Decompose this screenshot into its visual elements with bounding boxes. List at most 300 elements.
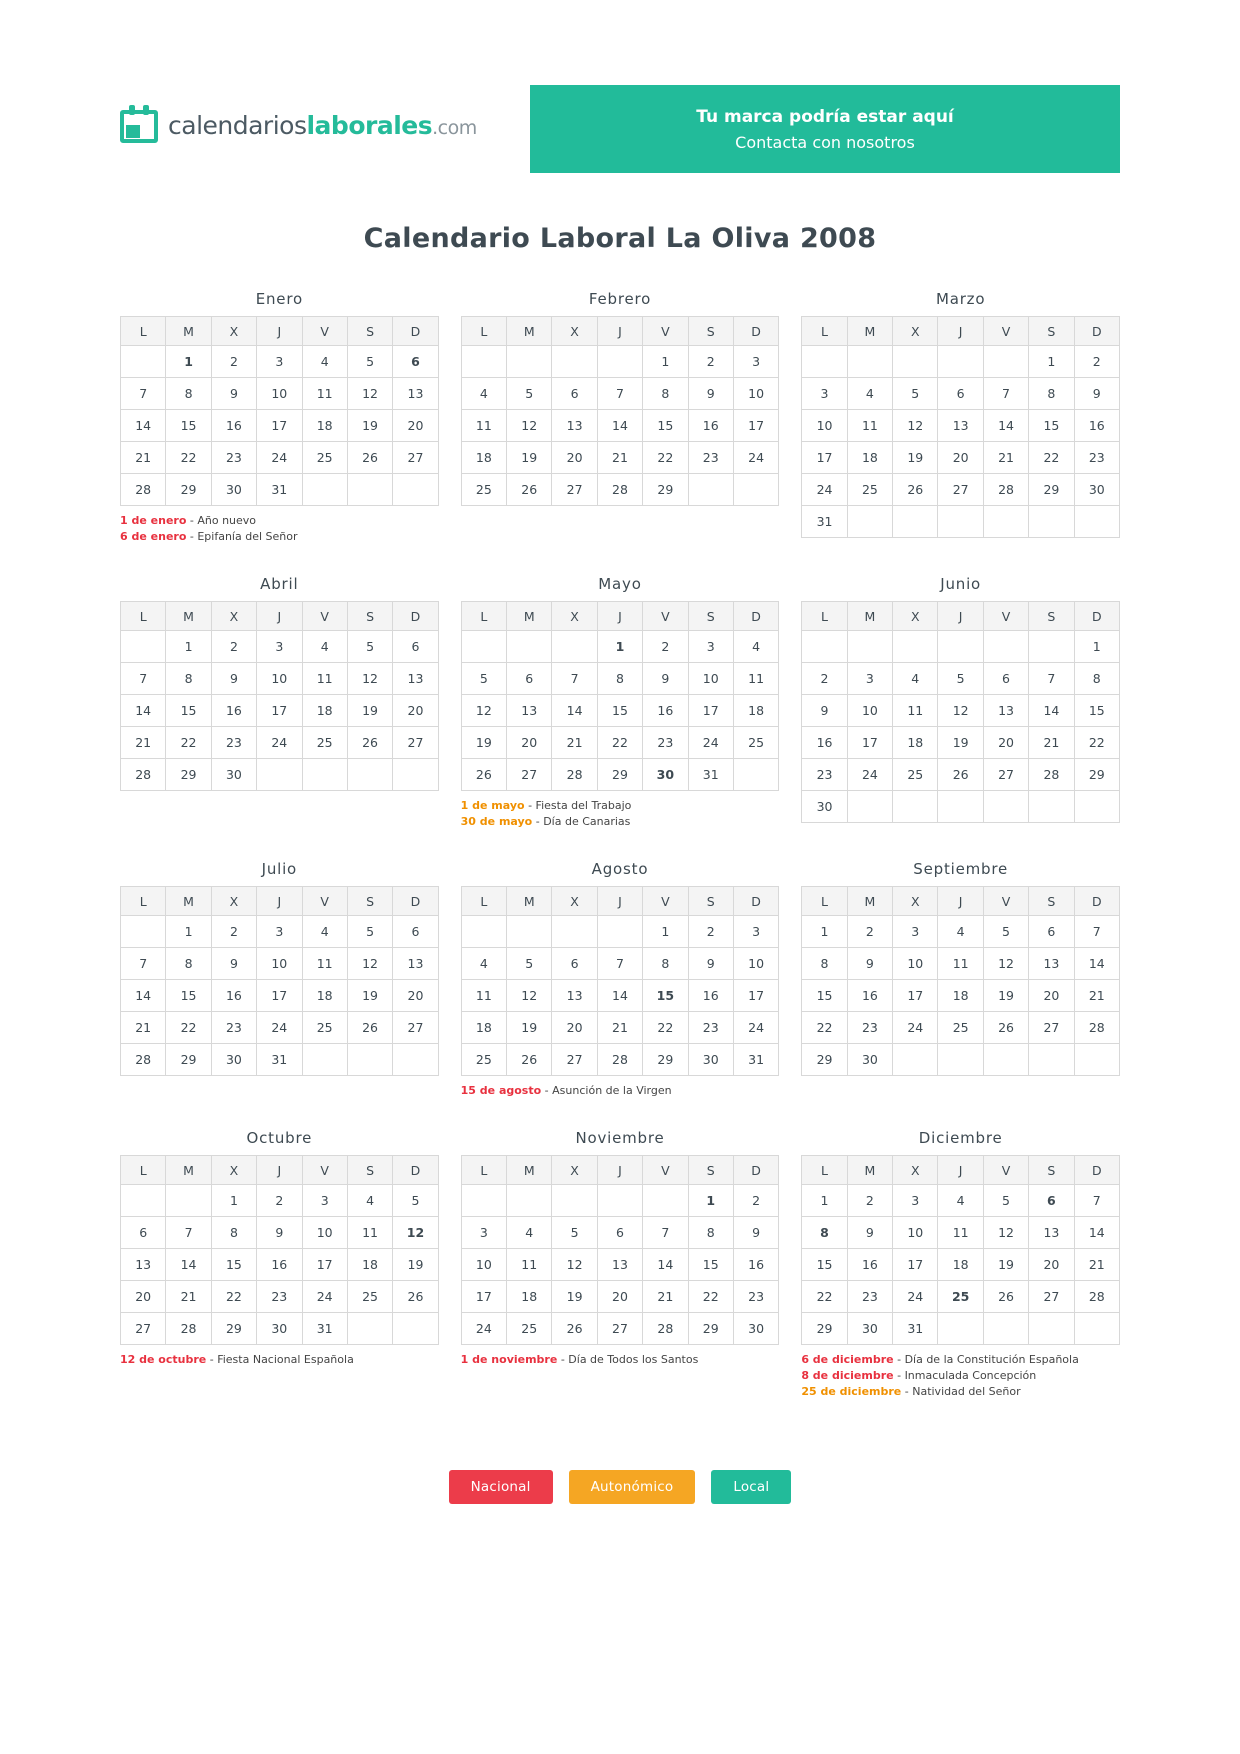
day-cell[interactable]: 29	[688, 1313, 733, 1345]
day-cell[interactable]: 22	[802, 1281, 847, 1313]
day-cell[interactable]: 22	[1029, 442, 1074, 474]
day-cell[interactable]: 22	[211, 1281, 256, 1313]
day-cell[interactable]: 15	[688, 1249, 733, 1281]
day-cell[interactable]: 18	[507, 1281, 552, 1313]
day-cell[interactable]: 24	[802, 474, 847, 506]
day-cell[interactable]: 23	[847, 1281, 892, 1313]
day-cell[interactable]: 20	[597, 1281, 642, 1313]
day-cell[interactable]: 15	[597, 695, 642, 727]
day-cell[interactable]: 28	[121, 1044, 166, 1076]
day-cell[interactable]: 1	[802, 1185, 847, 1217]
day-cell[interactable]: 25	[733, 727, 778, 759]
day-cell[interactable]: 8	[1029, 378, 1074, 410]
day-cell[interactable]: 27	[938, 474, 983, 506]
day-cell[interactable]: 31	[802, 506, 847, 538]
day-cell[interactable]: 20	[552, 442, 597, 474]
day-cell[interactable]: 27	[393, 442, 438, 474]
day-cell[interactable]: 29	[166, 759, 211, 791]
day-cell[interactable]: 22	[688, 1281, 733, 1313]
day-cell[interactable]: 21	[1074, 980, 1119, 1012]
day-cell[interactable]: 12	[983, 948, 1028, 980]
day-cell[interactable]: 6	[552, 948, 597, 980]
day-cell[interactable]: 4	[507, 1217, 552, 1249]
day-cell[interactable]: 1	[1074, 631, 1119, 663]
day-cell[interactable]: 26	[347, 1012, 392, 1044]
day-cell[interactable]: 3	[257, 916, 302, 948]
day-cell[interactable]: 11	[938, 948, 983, 980]
day-cell[interactable]: 16	[643, 695, 688, 727]
day-cell[interactable]: 27	[983, 759, 1028, 791]
day-cell[interactable]: 13	[1029, 1217, 1074, 1249]
day-cell[interactable]: 25	[302, 727, 347, 759]
day-cell[interactable]: 4	[733, 631, 778, 663]
day-cell[interactable]: 17	[688, 695, 733, 727]
day-cell[interactable]: 15	[166, 980, 211, 1012]
day-cell[interactable]: 10	[461, 1249, 506, 1281]
day-cell[interactable]: 7	[597, 378, 642, 410]
day-cell[interactable]: 29	[211, 1313, 256, 1345]
day-cell[interactable]: 2	[211, 346, 256, 378]
day-cell[interactable]: 11	[347, 1217, 392, 1249]
day-cell[interactable]: 29	[802, 1044, 847, 1076]
day-cell[interactable]: 23	[643, 727, 688, 759]
day-cell[interactable]: 19	[347, 695, 392, 727]
day-cell[interactable]: 14	[166, 1249, 211, 1281]
day-cell[interactable]: 16	[257, 1249, 302, 1281]
day-cell[interactable]: 22	[166, 1012, 211, 1044]
day-cell[interactable]: 30	[211, 759, 256, 791]
day-cell[interactable]: 21	[166, 1281, 211, 1313]
day-cell[interactable]: 20	[393, 980, 438, 1012]
day-cell[interactable]: 22	[597, 727, 642, 759]
day-cell[interactable]: 7	[1074, 916, 1119, 948]
day-cell[interactable]: 24	[733, 1012, 778, 1044]
day-cell[interactable]: 14	[983, 410, 1028, 442]
day-cell[interactable]: 15	[166, 695, 211, 727]
day-cell[interactable]: 25	[507, 1313, 552, 1345]
day-cell[interactable]: 10	[802, 410, 847, 442]
day-cell[interactable]: 9	[643, 663, 688, 695]
day-cell[interactable]: 10	[257, 948, 302, 980]
day-cell[interactable]: 5	[461, 663, 506, 695]
day-cell[interactable]: 22	[1074, 727, 1119, 759]
holiday-cell[interactable]: 6	[393, 346, 438, 378]
day-cell[interactable]: 18	[461, 442, 506, 474]
day-cell[interactable]: 22	[643, 1012, 688, 1044]
day-cell[interactable]: 26	[347, 442, 392, 474]
day-cell[interactable]: 6	[1029, 916, 1074, 948]
day-cell[interactable]: 6	[983, 663, 1028, 695]
day-cell[interactable]: 19	[938, 727, 983, 759]
site-logo[interactable]	[120, 85, 520, 145]
day-cell[interactable]: 14	[643, 1249, 688, 1281]
day-cell[interactable]: 23	[1074, 442, 1119, 474]
day-cell[interactable]: 7	[597, 948, 642, 980]
day-cell[interactable]: 9	[688, 948, 733, 980]
day-cell[interactable]: 25	[302, 1012, 347, 1044]
day-cell[interactable]: 9	[211, 663, 256, 695]
day-cell[interactable]: 23	[211, 727, 256, 759]
day-cell[interactable]: 22	[802, 1012, 847, 1044]
day-cell[interactable]: 7	[166, 1217, 211, 1249]
day-cell[interactable]: 11	[302, 948, 347, 980]
day-cell[interactable]: 30	[733, 1313, 778, 1345]
day-cell[interactable]: 21	[597, 1012, 642, 1044]
day-cell[interactable]: 31	[893, 1313, 938, 1345]
day-cell[interactable]: 8	[166, 378, 211, 410]
day-cell[interactable]: 13	[121, 1249, 166, 1281]
day-cell[interactable]: 22	[166, 442, 211, 474]
day-cell[interactable]: 2	[211, 631, 256, 663]
day-cell[interactable]: 10	[733, 948, 778, 980]
day-cell[interactable]: 9	[211, 948, 256, 980]
day-cell[interactable]: 4	[302, 346, 347, 378]
day-cell[interactable]: 16	[688, 410, 733, 442]
day-cell[interactable]: 7	[643, 1217, 688, 1249]
day-cell[interactable]: 26	[983, 1012, 1028, 1044]
day-cell[interactable]: 31	[733, 1044, 778, 1076]
day-cell[interactable]: 8	[688, 1217, 733, 1249]
day-cell[interactable]: 23	[688, 1012, 733, 1044]
day-cell[interactable]: 18	[893, 727, 938, 759]
day-cell[interactable]: 14	[1029, 695, 1074, 727]
day-cell[interactable]: 19	[552, 1281, 597, 1313]
day-cell[interactable]: 19	[393, 1249, 438, 1281]
day-cell[interactable]: 24	[688, 727, 733, 759]
day-cell[interactable]: 17	[893, 1249, 938, 1281]
day-cell[interactable]: 1	[166, 916, 211, 948]
day-cell[interactable]: 25	[938, 1012, 983, 1044]
day-cell[interactable]: 19	[461, 727, 506, 759]
day-cell[interactable]: 5	[552, 1217, 597, 1249]
day-cell[interactable]: 4	[847, 378, 892, 410]
day-cell[interactable]: 19	[507, 442, 552, 474]
day-cell[interactable]: 4	[461, 378, 506, 410]
day-cell[interactable]: 17	[733, 980, 778, 1012]
day-cell[interactable]: 12	[507, 980, 552, 1012]
day-cell[interactable]: 18	[347, 1249, 392, 1281]
day-cell[interactable]: 16	[211, 410, 256, 442]
day-cell[interactable]: 2	[688, 346, 733, 378]
day-cell[interactable]: 18	[302, 410, 347, 442]
day-cell[interactable]: 13	[1029, 948, 1074, 980]
day-cell[interactable]: 29	[597, 759, 642, 791]
day-cell[interactable]: 28	[597, 1044, 642, 1076]
holiday-cell[interactable]: 8	[802, 1217, 847, 1249]
day-cell[interactable]: 9	[257, 1217, 302, 1249]
day-cell[interactable]: 28	[1029, 759, 1074, 791]
day-cell[interactable]: 1	[643, 346, 688, 378]
day-cell[interactable]: 15	[802, 980, 847, 1012]
day-cell[interactable]: 14	[552, 695, 597, 727]
day-cell[interactable]: 8	[166, 663, 211, 695]
day-cell[interactable]: 12	[347, 378, 392, 410]
day-cell[interactable]: 28	[1074, 1281, 1119, 1313]
day-cell[interactable]: 1	[166, 631, 211, 663]
day-cell[interactable]: 5	[507, 378, 552, 410]
day-cell[interactable]: 8	[1074, 663, 1119, 695]
day-cell[interactable]: 14	[1074, 948, 1119, 980]
day-cell[interactable]: 13	[552, 410, 597, 442]
day-cell[interactable]: 9	[211, 378, 256, 410]
holiday-cell[interactable]: 1	[166, 346, 211, 378]
day-cell[interactable]: 8	[166, 948, 211, 980]
day-cell[interactable]: 26	[507, 474, 552, 506]
day-cell[interactable]: 27	[1029, 1012, 1074, 1044]
day-cell[interactable]: 2	[802, 663, 847, 695]
day-cell[interactable]: 3	[893, 1185, 938, 1217]
day-cell[interactable]: 18	[733, 695, 778, 727]
day-cell[interactable]: 8	[597, 663, 642, 695]
day-cell[interactable]: 16	[847, 980, 892, 1012]
day-cell[interactable]: 24	[893, 1012, 938, 1044]
day-cell[interactable]: 17	[733, 410, 778, 442]
day-cell[interactable]: 20	[121, 1281, 166, 1313]
day-cell[interactable]: 9	[847, 948, 892, 980]
day-cell[interactable]: 26	[461, 759, 506, 791]
day-cell[interactable]: 10	[847, 695, 892, 727]
day-cell[interactable]: 27	[507, 759, 552, 791]
day-cell[interactable]: 28	[1074, 1012, 1119, 1044]
day-cell[interactable]: 2	[211, 916, 256, 948]
day-cell[interactable]: 28	[166, 1313, 211, 1345]
day-cell[interactable]: 25	[302, 442, 347, 474]
day-cell[interactable]: 24	[257, 1012, 302, 1044]
day-cell[interactable]: 13	[393, 378, 438, 410]
day-cell[interactable]: 23	[211, 1012, 256, 1044]
day-cell[interactable]: 3	[893, 916, 938, 948]
day-cell[interactable]: 12	[893, 410, 938, 442]
day-cell[interactable]: 16	[688, 980, 733, 1012]
day-cell[interactable]: 5	[893, 378, 938, 410]
day-cell[interactable]: 12	[552, 1249, 597, 1281]
day-cell[interactable]: 25	[461, 1044, 506, 1076]
day-cell[interactable]: 5	[983, 1185, 1028, 1217]
day-cell[interactable]: 27	[1029, 1281, 1074, 1313]
day-cell[interactable]: 31	[257, 474, 302, 506]
day-cell[interactable]: 29	[802, 1313, 847, 1345]
day-cell[interactable]: 10	[257, 378, 302, 410]
day-cell[interactable]: 16	[802, 727, 847, 759]
day-cell[interactable]: 23	[733, 1281, 778, 1313]
day-cell[interactable]: 31	[302, 1313, 347, 1345]
day-cell[interactable]: 11	[507, 1249, 552, 1281]
day-cell[interactable]: 4	[893, 663, 938, 695]
day-cell[interactable]: 24	[893, 1281, 938, 1313]
day-cell[interactable]: 5	[347, 346, 392, 378]
day-cell[interactable]: 11	[302, 663, 347, 695]
day-cell[interactable]: 30	[1074, 474, 1119, 506]
day-cell[interactable]: 27	[393, 727, 438, 759]
day-cell[interactable]: 20	[983, 727, 1028, 759]
day-cell[interactable]: 18	[302, 980, 347, 1012]
holiday-cell[interactable]: 30	[643, 759, 688, 791]
day-cell[interactable]: 19	[983, 1249, 1028, 1281]
day-cell[interactable]: 15	[1029, 410, 1074, 442]
day-cell[interactable]: 25	[893, 759, 938, 791]
day-cell[interactable]: 6	[121, 1217, 166, 1249]
day-cell[interactable]: 29	[643, 474, 688, 506]
day-cell[interactable]: 12	[983, 1217, 1028, 1249]
holiday-cell[interactable]: 12	[393, 1217, 438, 1249]
day-cell[interactable]: 13	[507, 695, 552, 727]
day-cell[interactable]: 26	[347, 727, 392, 759]
day-cell[interactable]: 30	[847, 1044, 892, 1076]
day-cell[interactable]: 6	[552, 378, 597, 410]
holiday-cell[interactable]: 1	[688, 1185, 733, 1217]
day-cell[interactable]: 30	[211, 474, 256, 506]
day-cell[interactable]: 17	[302, 1249, 347, 1281]
day-cell[interactable]: 19	[507, 1012, 552, 1044]
day-cell[interactable]: 8	[802, 948, 847, 980]
day-cell[interactable]: 17	[893, 980, 938, 1012]
day-cell[interactable]: 23	[847, 1012, 892, 1044]
day-cell[interactable]: 20	[1029, 980, 1074, 1012]
day-cell[interactable]: 27	[121, 1313, 166, 1345]
day-cell[interactable]: 4	[347, 1185, 392, 1217]
day-cell[interactable]: 29	[166, 1044, 211, 1076]
day-cell[interactable]: 3	[733, 916, 778, 948]
legend-item-aut[interactable]: Autonómico	[569, 1470, 696, 1504]
day-cell[interactable]: 25	[847, 474, 892, 506]
day-cell[interactable]: 23	[257, 1281, 302, 1313]
day-cell[interactable]: 17	[802, 442, 847, 474]
day-cell[interactable]: 16	[211, 695, 256, 727]
day-cell[interactable]: 21	[121, 727, 166, 759]
day-cell[interactable]: 10	[302, 1217, 347, 1249]
day-cell[interactable]: 28	[121, 759, 166, 791]
day-cell[interactable]: 11	[461, 980, 506, 1012]
day-cell[interactable]: 15	[643, 410, 688, 442]
day-cell[interactable]: 12	[347, 948, 392, 980]
day-cell[interactable]: 19	[347, 410, 392, 442]
day-cell[interactable]: 11	[461, 410, 506, 442]
day-cell[interactable]: 19	[347, 980, 392, 1012]
day-cell[interactable]: 22	[643, 442, 688, 474]
day-cell[interactable]: 13	[393, 663, 438, 695]
day-cell[interactable]: 18	[847, 442, 892, 474]
day-cell[interactable]: 5	[347, 631, 392, 663]
day-cell[interactable]: 27	[597, 1313, 642, 1345]
day-cell[interactable]: 17	[257, 695, 302, 727]
day-cell[interactable]: 30	[847, 1313, 892, 1345]
day-cell[interactable]: 14	[1074, 1217, 1119, 1249]
day-cell[interactable]: 23	[211, 442, 256, 474]
day-cell[interactable]: 4	[938, 916, 983, 948]
day-cell[interactable]: 16	[211, 980, 256, 1012]
day-cell[interactable]: 29	[166, 474, 211, 506]
day-cell[interactable]: 18	[302, 695, 347, 727]
day-cell[interactable]: 31	[688, 759, 733, 791]
day-cell[interactable]: 3	[302, 1185, 347, 1217]
day-cell[interactable]: 28	[597, 474, 642, 506]
day-cell[interactable]: 14	[597, 410, 642, 442]
day-cell[interactable]: 16	[733, 1249, 778, 1281]
day-cell[interactable]: 2	[643, 631, 688, 663]
day-cell[interactable]: 9	[1074, 378, 1119, 410]
day-cell[interactable]: 24	[257, 442, 302, 474]
holiday-cell[interactable]: 1	[597, 631, 642, 663]
day-cell[interactable]: 24	[847, 759, 892, 791]
day-cell[interactable]: 24	[733, 442, 778, 474]
day-cell[interactable]: 13	[938, 410, 983, 442]
day-cell[interactable]: 15	[1074, 695, 1119, 727]
day-cell[interactable]: 7	[552, 663, 597, 695]
day-cell[interactable]: 5	[393, 1185, 438, 1217]
day-cell[interactable]: 5	[983, 916, 1028, 948]
day-cell[interactable]: 7	[121, 663, 166, 695]
day-cell[interactable]: 19	[893, 442, 938, 474]
day-cell[interactable]: 10	[688, 663, 733, 695]
day-cell[interactable]: 11	[893, 695, 938, 727]
day-cell[interactable]: 31	[257, 1044, 302, 1076]
day-cell[interactable]: 3	[847, 663, 892, 695]
day-cell[interactable]: 30	[688, 1044, 733, 1076]
day-cell[interactable]: 5	[347, 916, 392, 948]
day-cell[interactable]: 21	[643, 1281, 688, 1313]
day-cell[interactable]: 6	[938, 378, 983, 410]
day-cell[interactable]: 10	[893, 1217, 938, 1249]
day-cell[interactable]: 20	[393, 695, 438, 727]
day-cell[interactable]: 13	[552, 980, 597, 1012]
day-cell[interactable]: 5	[938, 663, 983, 695]
day-cell[interactable]: 14	[597, 980, 642, 1012]
day-cell[interactable]: 15	[166, 410, 211, 442]
day-cell[interactable]: 23	[688, 442, 733, 474]
day-cell[interactable]: 21	[121, 1012, 166, 1044]
day-cell[interactable]: 11	[847, 410, 892, 442]
day-cell[interactable]: 13	[597, 1249, 642, 1281]
day-cell[interactable]: 20	[507, 727, 552, 759]
day-cell[interactable]: 21	[552, 727, 597, 759]
day-cell[interactable]: 20	[393, 410, 438, 442]
day-cell[interactable]: 9	[802, 695, 847, 727]
day-cell[interactable]: 11	[938, 1217, 983, 1249]
day-cell[interactable]: 11	[733, 663, 778, 695]
day-cell[interactable]: 26	[552, 1313, 597, 1345]
day-cell[interactable]: 15	[802, 1249, 847, 1281]
day-cell[interactable]: 4	[938, 1185, 983, 1217]
day-cell[interactable]: 30	[211, 1044, 256, 1076]
day-cell[interactable]: 12	[347, 663, 392, 695]
day-cell[interactable]: 14	[121, 980, 166, 1012]
day-cell[interactable]: 6	[393, 916, 438, 948]
day-cell[interactable]: 21	[121, 442, 166, 474]
day-cell[interactable]: 20	[552, 1012, 597, 1044]
day-cell[interactable]: 13	[393, 948, 438, 980]
day-cell[interactable]: 14	[121, 410, 166, 442]
day-cell[interactable]: 28	[552, 759, 597, 791]
day-cell[interactable]: 22	[166, 727, 211, 759]
day-cell[interactable]: 15	[211, 1249, 256, 1281]
day-cell[interactable]: 1	[643, 916, 688, 948]
day-cell[interactable]: 4	[302, 916, 347, 948]
day-cell[interactable]: 10	[257, 663, 302, 695]
day-cell[interactable]: 3	[688, 631, 733, 663]
day-cell[interactable]: 18	[938, 980, 983, 1012]
day-cell[interactable]: 19	[983, 980, 1028, 1012]
day-cell[interactable]: 17	[257, 980, 302, 1012]
day-cell[interactable]: 2	[257, 1185, 302, 1217]
day-cell[interactable]: 8	[211, 1217, 256, 1249]
day-cell[interactable]: 17	[847, 727, 892, 759]
day-cell[interactable]: 9	[733, 1217, 778, 1249]
day-cell[interactable]: 8	[643, 378, 688, 410]
day-cell[interactable]: 9	[688, 378, 733, 410]
day-cell[interactable]: 28	[983, 474, 1028, 506]
day-cell[interactable]: 10	[733, 378, 778, 410]
day-cell[interactable]: 1	[1029, 346, 1074, 378]
